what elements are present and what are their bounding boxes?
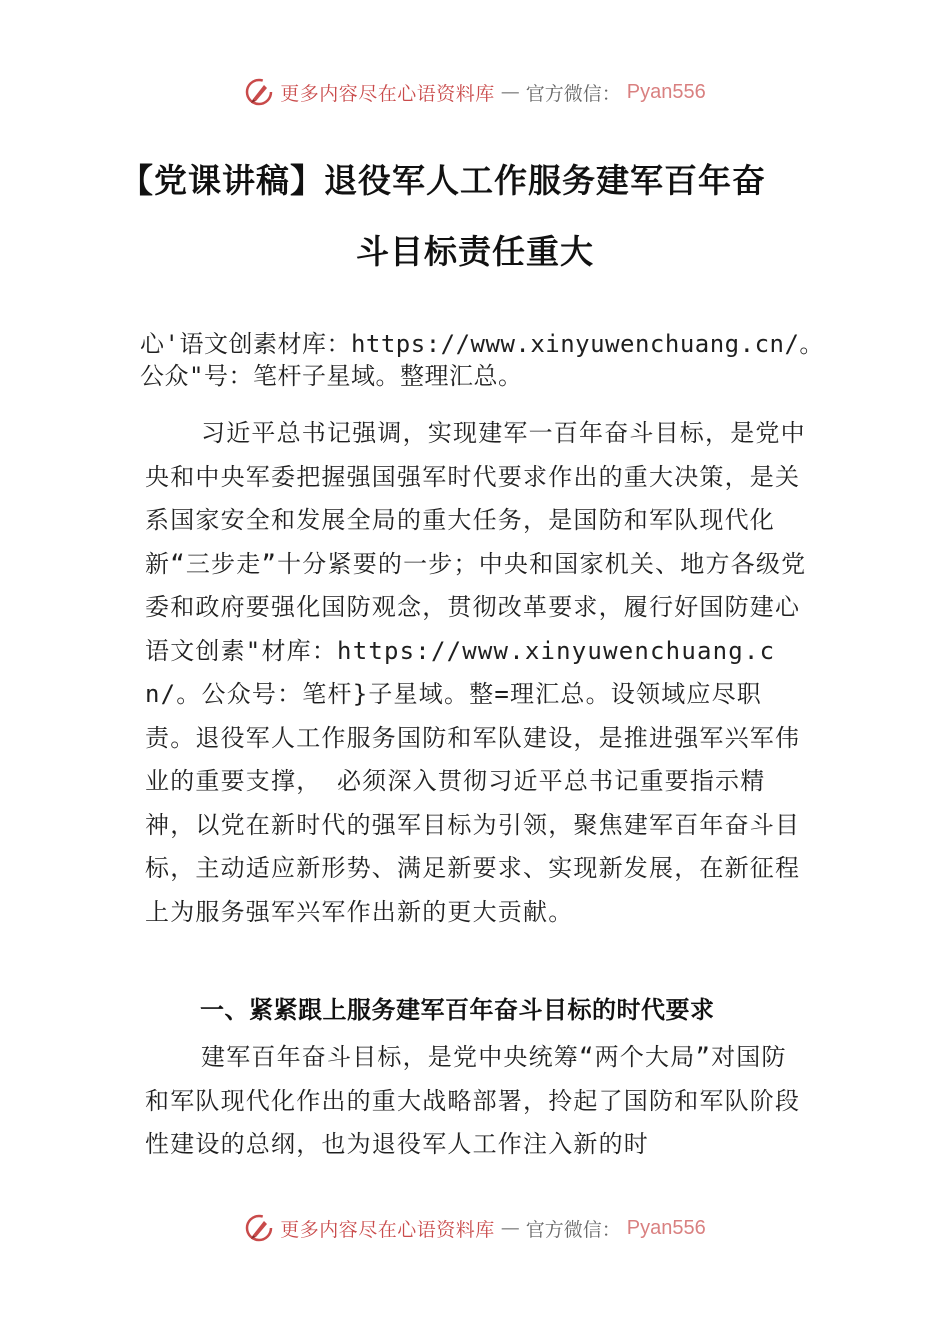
banner-text: 更多内容尽在心语资料库	[280, 1218, 495, 1241]
banner-text: 更多内容尽在心语资料库	[280, 82, 495, 105]
banner-official-label: 官方微信：	[525, 1218, 621, 1241]
document-title-line2: 斗目标责任重大	[356, 232, 594, 271]
banner-separator: —	[500, 1217, 520, 1239]
banner-wechat-id: Pyan556	[626, 80, 706, 103]
footer-banner	[0, 1208, 950, 1248]
body-paragraph-2: 建军百年奋斗目标，是党中央统筹“两个大局”对国防和军队现代化作出的重大战略部署，拎起了国防和军队阶段性建设的总纲，也为退役军人工作注入新的时	[145, 1043, 801, 1158]
banner-wechat-id: Pyan556	[626, 1216, 706, 1239]
document-title-line1: 【党课讲稿】退役军人工作服务建军百年奋	[120, 161, 766, 200]
banner-official-label: 官方微信：	[525, 82, 621, 105]
source-note: 心'语文创素材库：https://www.xinyuwenchuang.cn/。公众"号：笔杆子星域。整理汇总。	[140, 330, 824, 390]
header-banner	[0, 72, 950, 112]
pen-logo-icon	[244, 77, 274, 107]
pen-logo-icon	[244, 1213, 274, 1243]
banner-separator: —	[500, 81, 520, 103]
section-heading: 一、紧紧跟上服务建军百年奋斗目标的时代要求	[200, 996, 715, 1024]
body-paragraph-1: 习近平总书记强调，实现建军一百年奋斗目标，是党中央和中央军委把握强国强军时代要求作出的重大决策，是关系国家安全和发展全局的重大任务，是国防和军队现代化新“三步走”十分紧要的一步；中央和国家机关、地方各级党委和政府要强化国防观念，贯彻改革要求，履行好国防建心语文创素"材库：https://www.xinyuwenchuang.cn/。公众号：笔杆}子星域。整=理汇总。设领域应尽职责。退役军人工作服务国防和军队建设，是推进强军兴军伟业的重要支撑， 必须深入贯彻习近平总书记重要指示精神，以党在新时代的强军目标为引领，聚焦建军百年奋斗目标，主动适应新形势、满足新要求、实现新发展，在新征程上为服务强军兴军作出新的更大贡献。	[145, 419, 807, 926]
